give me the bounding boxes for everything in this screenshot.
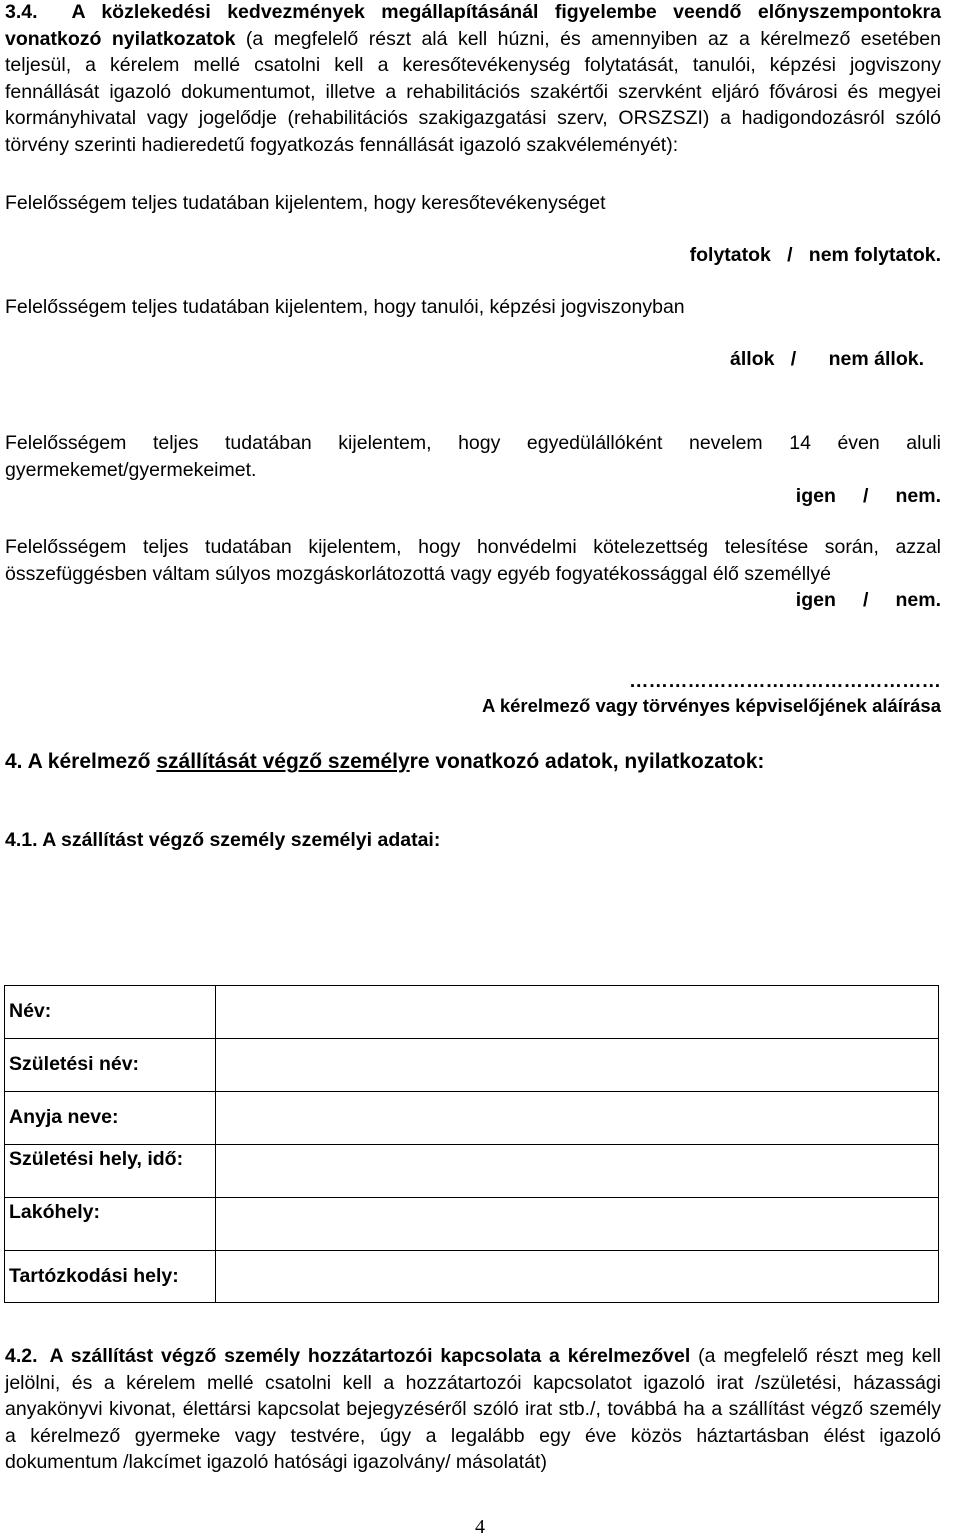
page-number: 4 xyxy=(475,1516,485,1538)
field-input-birth-place-time[interactable] xyxy=(216,1145,939,1198)
section-3-4-instructions: (a megfelelő részt alá kell húzni, és amennyiben az a kérelmező esetében teljesül, a kérelem mellé csatolni kell a keresőtevékenység folytatását, tanulói, képzési jogviszony fennállását igazoló dokumentumot, illetve a rehabilitációs szakértői szervként eljáró fővárosi és megyei kormányhivatal vagy jogelődje (rehabilitációs szakigazgatási szerv, ORSZSZI) a hadigondozásról szóló törvény szerinti hadieredetű fogyatkozás fennállását igazoló szakvéleményét): xyxy=(5,27,941,156)
section-4-suffix: re vonatkozó adatok, nyilatkozatok: xyxy=(409,750,765,773)
table-row xyxy=(5,986,939,1039)
declaration-1-answer[interactable]: folytatok / nem folytatok. xyxy=(689,244,941,266)
field-label-residence: Tartózkodási hely: xyxy=(5,1251,216,1303)
document-page xyxy=(5,0,941,853)
section-4-2-heading: A szállítást végző személy hozzátartozói kapcsolata a kérelmezővel xyxy=(49,1345,691,1367)
personal-data-table xyxy=(4,985,939,1303)
field-input-mother-name[interactable] xyxy=(216,1092,939,1145)
field-label-birth-place-time: Születési hely, idő: xyxy=(5,1145,216,1198)
declaration-2-answer[interactable]: állok / nem állok. xyxy=(730,348,924,370)
section-3-4-paragraph xyxy=(5,0,941,158)
section-4-underlined: szállítását végző személy xyxy=(156,750,410,773)
table-row xyxy=(5,1092,939,1145)
declaration-1-text: Felelősségem teljes tudatában kijelentem, hogy keresőtevékenységet xyxy=(5,192,606,214)
signature-line[interactable]: ………………………………………… xyxy=(629,670,941,692)
signature-label: A kérelmező vagy törvényes képviselőjének aláírása xyxy=(482,695,941,716)
field-input-name[interactable] xyxy=(216,986,939,1039)
section-4-2-number: 4.2. xyxy=(5,1345,38,1367)
declaration-3-answer[interactable]: igen / nem. xyxy=(795,485,941,507)
table-row xyxy=(5,1145,939,1198)
field-label-name: Név: xyxy=(5,986,216,1039)
section-4-1-heading: 4.1. A szállítást végző személy személyi adatai: xyxy=(5,829,441,851)
field-label-mother-name: Anyja neve: xyxy=(5,1092,216,1145)
declaration-2-text: Felelősségem teljes tudatában kijelentem, hogy tanulói, képzési jogviszonyban xyxy=(5,296,685,318)
section-3-4-heading: A közlekedési kedvezmények megállapításánál figyelembe veendő előnyszempontokra vonatkozó nyilatkozatok xyxy=(5,1,941,50)
field-label-address: Lakóhely: xyxy=(5,1198,216,1251)
declaration-3-text: Felelősségem teljes tudatában kijelentem, hogy egyedülállóként nevelem 14 éven aluli gyermekemet/gyermekeimet. xyxy=(5,432,941,481)
section-4-prefix: 4. A kérelmező xyxy=(5,750,157,773)
section-4-2-paragraph xyxy=(5,1343,941,1476)
field-input-residence[interactable] xyxy=(216,1251,939,1303)
field-input-birth-name[interactable] xyxy=(216,1039,939,1092)
declaration-4-text: Felelősségem teljes tudatában kijelentem, hogy honvédelmi kötelezettség telesítése során, azzal összefüggésben váltam súlyos mozgáskorlátozottá vagy egyéb fogyatékossággal élő személlyé xyxy=(5,536,941,585)
table-row xyxy=(5,1198,939,1251)
table-row xyxy=(5,1039,939,1092)
field-input-address[interactable] xyxy=(216,1198,939,1251)
section-4-2-block xyxy=(5,1343,941,1476)
declaration-4-answer[interactable]: igen / nem. xyxy=(795,589,941,611)
section-3-4-number: 3.4. xyxy=(5,1,38,23)
table-row xyxy=(5,1251,939,1303)
section-4-heading xyxy=(5,749,941,775)
section-4-2-instructions: (a megfelelő részt meg kell jelölni, és a kérelem mellé csatolni kell a hozzátartozói kapcsolatot igazoló irat /születési, házassági anyakönyvi kivonat, élettársi kapcsolat bejegyzéséről szóló irat stb./, továbbá ha a szállítást végző személy a kérelmező gyermeke vagy testvére, úgy a legalább egy éve közös háztartásban élést igazoló dokumentum /lakcímet igazoló hatósági igazolvány/ másolatát) xyxy=(5,1345,941,1473)
field-label-birth-name: Születési név: xyxy=(5,1039,216,1092)
